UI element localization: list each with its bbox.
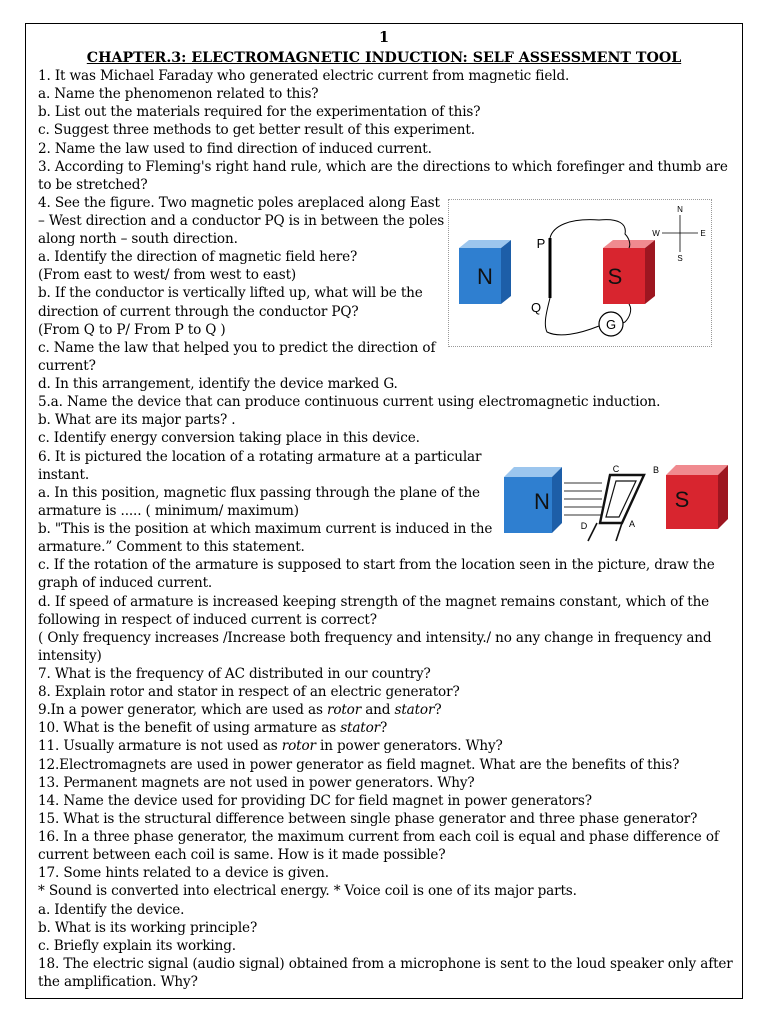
compass-south: S: [677, 254, 683, 263]
text-line: to be stretched?: [38, 176, 148, 193]
text-line: c. Suggest three methods to get better result of this experiment.: [38, 122, 475, 139]
compass-north: N: [677, 205, 683, 214]
north-magnet: [504, 467, 562, 533]
field-lines: [564, 483, 602, 515]
text-line: 16. In a three phase generator, the maximum current from each coil is equal and phase difference of: [38, 829, 719, 845]
text-line: intensity): [38, 647, 102, 664]
text-line: a. Name the phenomenon related to this?: [38, 86, 319, 103]
text-line: 14. Name the device used for providing DC for field magnet in power generators?: [38, 792, 592, 809]
conductor-label-q: Q: [530, 300, 542, 315]
south-magnet: [603, 240, 655, 304]
text-line: armature.” Comment to this statement.: [38, 539, 305, 556]
text-line: 4. See the figure. Two magnetic poles areplaced along East: [38, 194, 440, 211]
compass-rose: [652, 205, 705, 263]
compass-east: E: [700, 229, 706, 238]
compass-west: W: [652, 229, 660, 238]
text-line: 2. Name the law used to find direction of induced current.: [38, 140, 432, 157]
text-line: 13. Permanent magnets are not used in power generators. Why?: [38, 774, 475, 791]
text-line: b. What are its major parts? .: [38, 412, 236, 429]
text-line: * Sound is converted into electrical energy. * Voice coil is one of its major parts.: [38, 883, 577, 900]
text-line: a. Identify the device.: [38, 901, 185, 918]
south-magnet-label: S: [607, 264, 623, 289]
text-line: c. If the rotation of the armature is supposed to start from the location seen in the picture, draw the: [38, 557, 715, 574]
text-line: 5.a. Name the device that can produce continuous current using electromagnetic induction.: [38, 394, 661, 411]
text-line: – West direction and a conductor PQ is in between the poles: [38, 213, 445, 229]
text-line: b. List out the materials required for the experimentation of this?: [38, 104, 481, 121]
text-line: 1. It was Michael Faraday who generated electric current from magnetic field.: [38, 68, 570, 84]
text-line: b. If the conductor is vertically lifted up, what will be the: [38, 285, 423, 302]
page-title: CHAPTER.3: ELECTROMAGNETIC INDUCTION: SELF ASSESSMENT TOOL: [86, 50, 682, 66]
text-line: 9.In a power generator, which are used as rotor and stator?: [38, 702, 442, 719]
text-line: ( Only frequency increases /Increase both frequency and intensity./ no any change in frequency and: [38, 629, 712, 646]
page-number: 1: [378, 29, 390, 46]
text-line: 10. What is the benefit of using armature as stator?: [38, 720, 388, 737]
text-line: 3. According to Fleming's right hand rule, which are the directions to which forefinger and thumb are: [38, 158, 728, 175]
text-line: 6. It is pictured the location of a rotating armature at a particular: [38, 448, 482, 465]
south-magnet: [666, 465, 728, 529]
north-magnet-label: N: [477, 264, 493, 289]
text-line: 18. The electric signal (audio signal) obtained from a microphone is sent to the loud speaker only after: [38, 955, 733, 972]
text-line: d. In this arrangement, identify the device marked G.: [38, 376, 398, 392]
text-line: 12.Electromagnets are used in power generator as field magnet. What are the benefits of this?: [38, 756, 680, 773]
text-line: following in respect of induced current is correct?: [38, 611, 377, 628]
text-line: current?: [38, 357, 96, 374]
text-line: armature is ..... ( minimum/ maximum): [38, 502, 299, 519]
text-line: c. Briefly explain its working.: [38, 937, 236, 954]
text-line: b. What is its working principle?: [38, 919, 258, 936]
text-line: 17. Some hints related to a device is given.: [38, 865, 329, 882]
text-line: a. In this position, magnetic flux passing through the plane of the: [38, 484, 480, 501]
text-line: (From east to west/ from west to east): [38, 267, 297, 284]
text-line: (From Q to P/ From P to Q ): [38, 321, 226, 338]
corner-label-b: B: [652, 465, 660, 475]
text-line: 15. What is the structural difference between single phase generator and three phase generator?: [38, 810, 698, 827]
galvanometer-label: G: [605, 317, 617, 332]
text-line: the amplification. Why?: [38, 974, 198, 990]
corner-label-d: D: [580, 521, 588, 531]
conductor-label-p: P: [536, 236, 546, 251]
figure-rotating-armature: [498, 463, 734, 545]
text-line: b. "This is the position at which maximum current is induced in the: [38, 521, 493, 537]
text-line: 11. Usually armature is not used as rotor in power generators. Why?: [38, 738, 503, 755]
corner-label-c: C: [612, 464, 620, 474]
text-line: 8. Explain rotor and stator in respect of an electric generator?: [38, 684, 460, 701]
north-magnet: [459, 240, 511, 304]
text-line: 7. What is the frequency of AC distributed in our country?: [38, 666, 431, 682]
figure-conductor-between-magnets: [448, 199, 712, 347]
text-line: c. Identify energy conversion taking place in this device.: [38, 430, 420, 447]
text-line: instant.: [38, 466, 89, 483]
text-line: along north – south direction.: [38, 231, 238, 248]
text-line: a. Identify the direction of magnetic field here?: [38, 249, 358, 266]
text-line: direction of current through the conductor PQ?: [38, 303, 359, 320]
corner-label-a: A: [628, 519, 636, 529]
text-line: graph of induced current.: [38, 575, 213, 592]
south-magnet-label: S: [674, 487, 690, 512]
text-line: c. Name the law that helped you to predict the direction of: [38, 339, 436, 356]
text-line: current between each coil is same. How is it made possible?: [38, 847, 446, 864]
text-line: d. If speed of armature is increased keeping strength of the magnet remains constant, which of the: [38, 593, 710, 610]
north-magnet-label: N: [534, 489, 550, 514]
